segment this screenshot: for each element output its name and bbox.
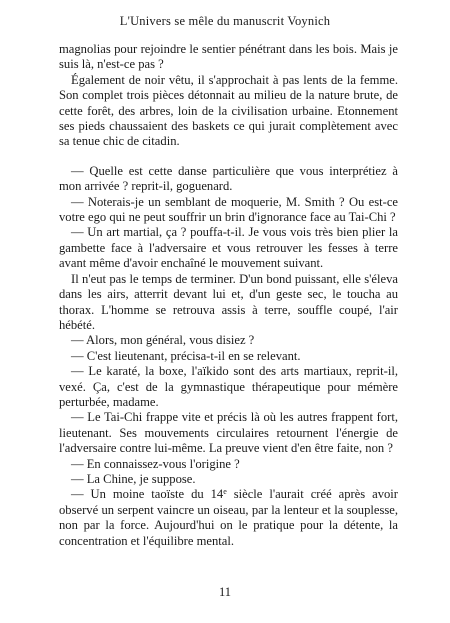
paragraph: — La Chine, je suppose. xyxy=(71,471,196,486)
paragraph: — C'est lieutenant, précisa-t-il en se relevant. xyxy=(71,348,301,363)
paragraph: Également de noir vêtu, il s'approchait à pas lents de la femme. Son complet trois pièces détonnait au milieu de la nature brute, de cette forêt, des arbres, loin de la civilisation urbaine. Etonnement ses pieds chaussaient des baskets ce qui jurait complètement avec sa tenue chic de citadin. xyxy=(59,72,398,149)
paragraph: — Quelle est cette danse particulière que vous interprétiez à mon arrivée ? reprit-il, goguenard. xyxy=(59,163,398,194)
paragraph: — En connaissez-vous l'origine ? xyxy=(71,456,240,471)
paragraph-text-end: siècle l'aurait créé après avoir observé un serpent vaincre un oiseau, par la lenteur et la souplesse, non par la force. Aujourd'hui on le pratique pour la détente, la concentration et l'équilibre mental. xyxy=(59,487,398,548)
paragraph: — Un art martial, ça ? pouffa-t-il. Je vous vois très bien plier la gambette face à l'adversaire et vous retrouver les fesses à terre avant même d'avoir enchaîné le mouvement suivant. xyxy=(59,225,398,271)
page-number: 11 xyxy=(218,585,232,599)
paragraph: magnolias pour rejoindre le sentier pénétrant dans les bois. Mais je suis là, n'est-ce pas ? xyxy=(59,42,398,72)
paragraph-text-start: — Un moine taoïste du 14 xyxy=(71,487,224,502)
paragraph-last xyxy=(59,487,398,549)
ordinal-superscript: e xyxy=(223,487,227,497)
paragraph: — Alors, mon général, vous disiez ? xyxy=(71,333,255,348)
paragraph: — Le karaté, la boxe, l'aïkido sont des arts martiaux, reprit-il, vexé. Ça, c'est de la gymnastique thérapeutique pour mémère perturbée, madame. xyxy=(59,364,398,409)
body-text xyxy=(59,42,398,549)
paragraph: — Noterais-je un semblant de moquerie, M. Smith ? Ou est-ce votre ego qui ne peut souffrir un brin d'ignorance face au Tai-Chi ? xyxy=(59,194,398,225)
running-header: L'Univers se mêle du manuscrit Voynich xyxy=(119,14,331,28)
paragraph: — Le Tai-Chi frappe vite et précis là où les autres frappent fort, lieutenant. Ses mouvements circulaires retournent l'énergie de l'adversaire contre lui-même. La preuve vient d'en être faite, non ? xyxy=(59,410,398,456)
paragraph: Il n'eut pas le temps de terminer. D'un bond puissant, elle s'éleva dans les airs, atterrit devant lui et, d'un geste sec, le toucha au thorax. L'homme se retrouva assis à terre, souffle coupé, l'air hébété. xyxy=(59,271,398,332)
